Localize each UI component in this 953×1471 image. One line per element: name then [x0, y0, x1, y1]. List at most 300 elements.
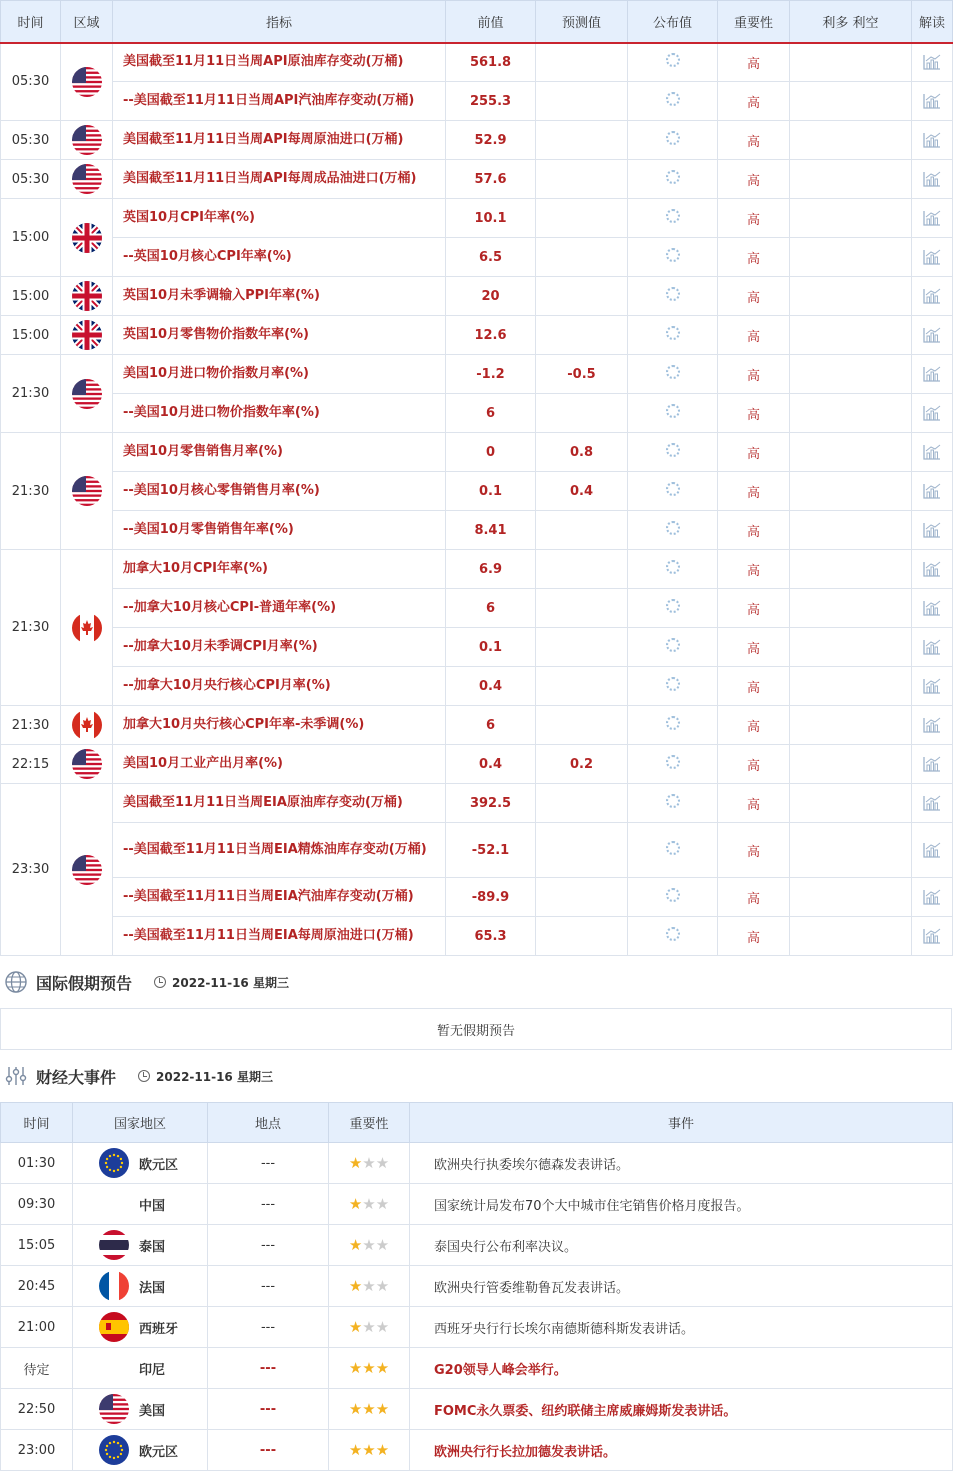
indicator-name-link[interactable]: --美国截至11月11日当周EIA精炼油库存变动(万桶) [113, 823, 446, 878]
actual-value-cell [628, 550, 718, 589]
event-time: 05:30 [1, 160, 61, 199]
event-description: 泰国央行公布利率决议。 [410, 1225, 953, 1266]
bull-bear-cell [790, 823, 912, 878]
star-icon: ★ [362, 1236, 376, 1254]
events-header-cell: 重要性 [329, 1103, 410, 1143]
event-country-cell [73, 1184, 208, 1225]
event-country-cell [73, 1225, 208, 1266]
bull-bear-cell [790, 550, 912, 589]
events-table [0, 1102, 953, 1471]
event-row [1, 1266, 953, 1307]
event-place: --- [208, 1266, 329, 1307]
loading-icon [666, 599, 680, 613]
event-country: 法国 [139, 1280, 166, 1296]
event-row [1, 1307, 953, 1348]
event-time: 05:30 [1, 43, 61, 121]
indicator-name-link[interactable]: --英国10月核心CPI年率(%) [113, 238, 446, 277]
calendar-row [1, 316, 953, 355]
actual-value-cell [628, 745, 718, 784]
forecast-value: 0.2 [536, 745, 628, 784]
region-flag-cell [61, 160, 113, 199]
importance-level: 高 [718, 667, 790, 706]
indicator-name-link[interactable]: 英国10月CPI年率(%) [113, 199, 446, 238]
event-row [1, 1184, 953, 1225]
analysis-cell[interactable] [912, 511, 953, 550]
region-flag-cell [61, 316, 113, 355]
event-description: 西班牙央行行长埃尔南德斯德科斯发表讲话。 [410, 1307, 953, 1348]
region-flag-cell [61, 745, 113, 784]
uk-flag-icon [72, 320, 102, 350]
indicator-name-link[interactable]: 英国10月未季调输入PPI年率(%) [113, 277, 446, 316]
importance-level: 高 [718, 316, 790, 355]
event-row [1, 1430, 953, 1471]
calendar-row [1, 667, 953, 706]
event-country: 美国 [139, 1403, 166, 1419]
indicator-name-link[interactable]: --美国10月进口物价指数年率(%) [113, 394, 446, 433]
event-importance-stars [329, 1307, 410, 1348]
importance-level: 高 [718, 121, 790, 160]
holiday-empty-message: 暂无假期预告 [0, 1008, 952, 1050]
forecast-value [536, 277, 628, 316]
previous-value: 6 [446, 706, 536, 745]
event-time: 23:30 [1, 784, 61, 956]
analysis-cell[interactable] [912, 878, 953, 917]
uk-flag-icon [72, 223, 102, 253]
bull-bear-cell [790, 784, 912, 823]
events-date: 2022-11-16 星期三 [138, 1068, 273, 1085]
loading-icon [666, 888, 680, 902]
previous-value: 12.6 [446, 316, 536, 355]
analysis-cell[interactable] [912, 784, 953, 823]
event-row [1, 1389, 953, 1430]
calendar-header-cell: 时间 [1, 1, 61, 43]
es-flag-icon [99, 1312, 129, 1342]
analysis-cell[interactable] [912, 823, 953, 878]
indicator-name-link[interactable]: 英国10月零售物价指数年率(%) [113, 316, 446, 355]
region-flag-cell [61, 121, 113, 160]
chart-analysis-icon[interactable] [922, 521, 942, 539]
loading-icon [666, 248, 680, 262]
importance-level: 高 [718, 82, 790, 121]
analysis-cell[interactable] [912, 355, 953, 394]
chart-analysis-icon[interactable] [922, 716, 942, 734]
event-country: 欧元区 [139, 1157, 179, 1173]
analysis-cell[interactable] [912, 667, 953, 706]
event-place: --- [208, 1307, 329, 1348]
chart-analysis-icon[interactable] [922, 131, 942, 149]
star-icon: ★ [348, 1441, 363, 1459]
event-row [1, 1225, 953, 1266]
bull-bear-cell [790, 433, 912, 472]
chart-analysis-icon[interactable] [922, 677, 942, 695]
chart-analysis-icon[interactable] [922, 482, 942, 500]
forecast-value [536, 238, 628, 277]
analysis-cell[interactable] [912, 43, 953, 82]
indicator-name-link[interactable]: 加拿大10月央行核心CPI年率-未季调(%) [113, 706, 446, 745]
star-icon: ★ [362, 1195, 376, 1213]
importance-level: 高 [718, 160, 790, 199]
analysis-cell[interactable] [912, 706, 953, 745]
event-time: 01:30 [1, 1143, 73, 1184]
forecast-value [536, 82, 628, 121]
event-country: 印尼 [139, 1362, 166, 1378]
event-time: 22:50 [1, 1389, 73, 1430]
importance-level: 高 [718, 706, 790, 745]
analysis-cell[interactable] [912, 472, 953, 511]
event-country: 泰国 [139, 1239, 166, 1255]
us-flag-icon [72, 164, 102, 194]
previous-value: -1.2 [446, 355, 536, 394]
indicator-name-link[interactable]: 美国10月进口物价指数月率(%) [113, 355, 446, 394]
star-icon: ★ [362, 1318, 376, 1336]
calendar-row [1, 745, 953, 784]
chart-analysis-icon[interactable] [922, 365, 942, 383]
indicator-name-link[interactable]: 美国截至11月11日当周API原油库存变动(万桶) [113, 43, 446, 82]
chart-analysis-icon[interactable] [922, 326, 942, 344]
star-icon: ★ [348, 1195, 363, 1213]
calendar-header-cell: 指标 [113, 1, 446, 43]
clock-icon [138, 1070, 150, 1082]
importance-level: 高 [718, 917, 790, 956]
bull-bear-cell [790, 706, 912, 745]
actual-value-cell [628, 160, 718, 199]
loading-icon [666, 92, 680, 106]
previous-value: 561.8 [446, 43, 536, 82]
bull-bear-cell [790, 394, 912, 433]
loading-icon [666, 404, 680, 418]
actual-value-cell [628, 472, 718, 511]
calendar-row [1, 394, 953, 433]
chart-analysis-icon[interactable] [922, 92, 942, 110]
actual-value-cell [628, 355, 718, 394]
event-importance-stars [329, 1184, 410, 1225]
loading-icon [666, 287, 680, 301]
region-flag-cell [61, 43, 113, 121]
actual-value-cell [628, 121, 718, 160]
forecast-value [536, 394, 628, 433]
event-place: --- [208, 1143, 329, 1184]
star-icon: ★ [375, 1359, 390, 1377]
forecast-value [536, 878, 628, 917]
indicator-name-link[interactable]: 美国截至11月11日当周EIA原油库存变动(万桶) [113, 784, 446, 823]
calendar-row [1, 472, 953, 511]
star-icon: ★ [375, 1154, 390, 1172]
chart-analysis-icon[interactable] [922, 170, 942, 188]
calendar-row [1, 199, 953, 238]
calendar-row [1, 160, 953, 199]
chart-analysis-icon[interactable] [922, 888, 942, 906]
importance-level: 高 [718, 823, 790, 878]
events-title: 财经大事件 [36, 1067, 117, 1087]
chart-analysis-icon[interactable] [922, 287, 942, 305]
forecast-value [536, 199, 628, 238]
calendar-header-cell: 区域 [61, 1, 113, 43]
star-icon: ★ [348, 1359, 363, 1377]
forecast-value [536, 550, 628, 589]
loading-icon [666, 560, 680, 574]
bull-bear-cell [790, 238, 912, 277]
forecast-value [536, 784, 628, 823]
fr-flag-icon [99, 1271, 129, 1301]
loading-icon [666, 677, 680, 691]
event-time: 待定 [1, 1348, 73, 1389]
events-section-header [0, 1050, 953, 1102]
forecast-value [536, 316, 628, 355]
previous-value: -89.9 [446, 878, 536, 917]
forecast-value: 0.8 [536, 433, 628, 472]
event-description: G20领导人峰会举行。 [410, 1348, 953, 1389]
calendar-header-cell: 重要性 [718, 1, 790, 43]
star-icon: ★ [375, 1318, 390, 1336]
calendar-row [1, 238, 953, 277]
bull-bear-cell [790, 472, 912, 511]
previous-value: -52.1 [446, 823, 536, 878]
previous-value: 0.4 [446, 667, 536, 706]
chart-analysis-icon[interactable] [922, 53, 942, 71]
indicator-name-link[interactable]: 美国10月零售销售月率(%) [113, 433, 446, 472]
forecast-value [536, 706, 628, 745]
indicator-name-link[interactable]: --美国截至11月11日当周EIA每周原油进口(万桶) [113, 917, 446, 956]
forecast-value [536, 667, 628, 706]
ca-flag-icon [72, 710, 102, 740]
previous-value: 10.1 [446, 199, 536, 238]
importance-level: 高 [718, 43, 790, 82]
actual-value-cell [628, 628, 718, 667]
analysis-cell[interactable] [912, 745, 953, 784]
actual-value-cell [628, 394, 718, 433]
calendar-row [1, 628, 953, 667]
star-icon: ★ [375, 1277, 390, 1295]
events-header-cell: 地点 [208, 1103, 329, 1143]
actual-value-cell [628, 277, 718, 316]
previous-value: 65.3 [446, 917, 536, 956]
loading-icon [666, 927, 680, 941]
chart-analysis-icon[interactable] [922, 841, 942, 859]
previous-value: 0 [446, 433, 536, 472]
event-importance-stars [329, 1348, 410, 1389]
bull-bear-cell [790, 316, 912, 355]
indicator-name-link[interactable]: --美国10月零售销售年率(%) [113, 511, 446, 550]
us-flag-icon [72, 476, 102, 506]
importance-level: 高 [718, 550, 790, 589]
indicator-name-link[interactable]: --加拿大10月央行核心CPI月率(%) [113, 667, 446, 706]
forecast-value [536, 121, 628, 160]
bull-bear-cell [790, 121, 912, 160]
previous-value: 20 [446, 277, 536, 316]
importance-level: 高 [718, 199, 790, 238]
analysis-cell[interactable] [912, 433, 953, 472]
star-icon: ★ [375, 1195, 390, 1213]
importance-level: 高 [718, 511, 790, 550]
previous-value: 392.5 [446, 784, 536, 823]
chart-analysis-icon[interactable] [922, 209, 942, 227]
forecast-value [536, 823, 628, 878]
star-icon: ★ [375, 1400, 390, 1418]
event-time: 15:05 [1, 1225, 73, 1266]
bull-bear-cell [790, 917, 912, 956]
previous-value: 52.9 [446, 121, 536, 160]
loading-icon [666, 365, 680, 379]
events-header-cell: 国家地区 [73, 1103, 208, 1143]
star-icon: ★ [375, 1441, 390, 1459]
indicator-name-link[interactable]: 美国截至11月11日当周API每周成品油进口(万桶) [113, 160, 446, 199]
event-importance-stars [329, 1143, 410, 1184]
bull-bear-cell [790, 511, 912, 550]
region-flag-cell [61, 706, 113, 745]
event-time: 21:30 [1, 433, 61, 550]
indicator-name-link[interactable]: --美国10月核心零售销售月率(%) [113, 472, 446, 511]
chart-analysis-icon[interactable] [922, 404, 942, 422]
star-icon: ★ [348, 1277, 363, 1295]
holiday-title: 国际假期预告 [36, 973, 133, 993]
event-time: 21:30 [1, 355, 61, 433]
actual-value-cell [628, 784, 718, 823]
event-description: 欧洲央行行长拉加德发表讲话。 [410, 1430, 953, 1471]
calendar-row [1, 433, 953, 472]
actual-value-cell [628, 823, 718, 878]
analysis-cell[interactable] [912, 238, 953, 277]
event-place: --- [208, 1348, 329, 1389]
analysis-cell[interactable] [912, 550, 953, 589]
loading-icon [666, 209, 680, 223]
event-time: 23:00 [1, 1430, 73, 1471]
actual-value-cell [628, 878, 718, 917]
bull-bear-cell [790, 589, 912, 628]
analysis-cell[interactable] [912, 394, 953, 433]
calendar-header-cell: 利多 利空 [790, 1, 912, 43]
event-country-cell [73, 1430, 208, 1471]
calendar-header-cell: 公布值 [628, 1, 718, 43]
analysis-cell[interactable] [912, 199, 953, 238]
previous-value: 0.4 [446, 745, 536, 784]
indicator-name-link[interactable]: 美国10月工业产出月率(%) [113, 745, 446, 784]
analysis-cell[interactable] [912, 160, 953, 199]
region-flag-cell [61, 277, 113, 316]
us-flag-icon [72, 749, 102, 779]
chart-analysis-icon[interactable] [922, 755, 942, 773]
th-flag-icon [99, 1230, 129, 1260]
region-flag-cell [61, 784, 113, 956]
events-header-cell: 时间 [1, 1103, 73, 1143]
previous-value: 6.5 [446, 238, 536, 277]
uk-flag-icon [72, 281, 102, 311]
analysis-cell[interactable] [912, 628, 953, 667]
event-time: 21:00 [1, 1307, 73, 1348]
calendar-row [1, 550, 953, 589]
forecast-value [536, 917, 628, 956]
importance-level: 高 [718, 589, 790, 628]
event-country-cell [73, 1389, 208, 1430]
event-importance-stars [329, 1430, 410, 1471]
calendar-row [1, 277, 953, 316]
importance-level: 高 [718, 472, 790, 511]
bull-bear-cell [790, 878, 912, 917]
indicator-name-link[interactable]: 美国截至11月11日当周API每周原油进口(万桶) [113, 121, 446, 160]
region-flag-cell [61, 199, 113, 277]
event-country: 西班牙 [139, 1321, 179, 1337]
bull-bear-cell [790, 667, 912, 706]
analysis-cell[interactable] [912, 277, 953, 316]
indicator-name-link[interactable]: --美国截至11月11日当周EIA汽油库存变动(万桶) [113, 878, 446, 917]
indicator-name-link[interactable]: 加拿大10月CPI年率(%) [113, 550, 446, 589]
star-icon: ★ [348, 1236, 363, 1254]
importance-level: 高 [718, 433, 790, 472]
previous-value: 255.3 [446, 82, 536, 121]
chart-analysis-icon[interactable] [922, 927, 942, 945]
analysis-cell[interactable] [912, 917, 953, 956]
indicator-name-link[interactable]: --美国截至11月11日当周API汽油库存变动(万桶) [113, 82, 446, 121]
us-flag-icon [72, 125, 102, 155]
calendar-row [1, 511, 953, 550]
loading-icon [666, 482, 680, 496]
chart-analysis-icon[interactable] [922, 560, 942, 578]
event-time: 21:30 [1, 706, 61, 745]
calendar-row [1, 589, 953, 628]
bull-bear-cell [790, 745, 912, 784]
bull-bear-cell [790, 277, 912, 316]
chart-analysis-icon[interactable] [922, 638, 942, 656]
actual-value-cell [628, 316, 718, 355]
analysis-cell[interactable] [912, 589, 953, 628]
forecast-value [536, 511, 628, 550]
importance-level: 高 [718, 355, 790, 394]
analysis-cell[interactable] [912, 82, 953, 121]
actual-value-cell [628, 511, 718, 550]
analysis-cell[interactable] [912, 121, 953, 160]
chart-analysis-icon[interactable] [922, 599, 942, 617]
indicator-name-link[interactable]: --加拿大10月核心CPI-普通年率(%) [113, 589, 446, 628]
star-icon: ★ [362, 1359, 376, 1377]
holiday-date: 2022-11-16 星期三 [154, 974, 289, 991]
indicator-name-link[interactable]: --加拿大10月未季调CPI月率(%) [113, 628, 446, 667]
calendar-header-cell: 预测值 [536, 1, 628, 43]
calendar-row [1, 784, 953, 823]
actual-value-cell [628, 43, 718, 82]
previous-value: 0.1 [446, 472, 536, 511]
importance-level: 高 [718, 628, 790, 667]
bull-bear-cell [790, 355, 912, 394]
previous-value: 6.9 [446, 550, 536, 589]
actual-value-cell [628, 199, 718, 238]
importance-level: 高 [718, 784, 790, 823]
importance-level: 高 [718, 238, 790, 277]
clock-icon [154, 976, 166, 988]
chart-analysis-icon[interactable] [922, 248, 942, 266]
event-time: 15:00 [1, 199, 61, 277]
event-time: 05:30 [1, 121, 61, 160]
event-importance-stars [329, 1266, 410, 1307]
event-time: 09:30 [1, 1184, 73, 1225]
chart-analysis-icon[interactable] [922, 794, 942, 812]
loading-icon [666, 326, 680, 340]
star-icon: ★ [362, 1441, 376, 1459]
actual-value-cell [628, 667, 718, 706]
event-country: 欧元区 [139, 1444, 179, 1460]
forecast-value [536, 160, 628, 199]
actual-value-cell [628, 82, 718, 121]
analysis-cell[interactable] [912, 316, 953, 355]
chart-analysis-icon[interactable] [922, 443, 942, 461]
region-flag-cell [61, 433, 113, 550]
star-icon: ★ [362, 1277, 376, 1295]
holiday-section-header [0, 956, 953, 1008]
us-flag-icon [72, 67, 102, 97]
event-description: 欧洲央行执委埃尔德森发表讲话。 [410, 1143, 953, 1184]
loading-icon [666, 716, 680, 730]
importance-level: 高 [718, 878, 790, 917]
region-flag-cell [61, 355, 113, 433]
importance-level: 高 [718, 394, 790, 433]
